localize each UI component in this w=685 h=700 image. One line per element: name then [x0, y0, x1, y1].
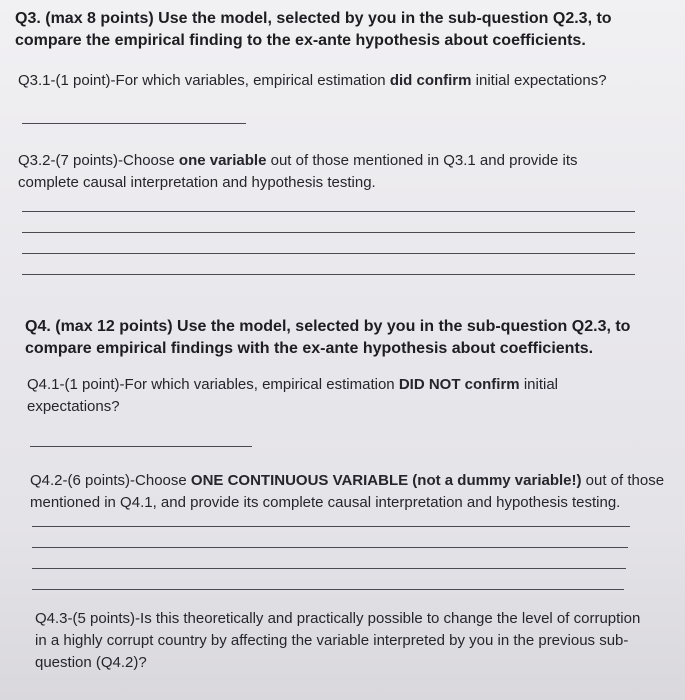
q4-2-question — [30, 470, 675, 514]
q4-3-text-line1: Q4.3-(5 points)-Is this theoretically and practically possible to change the level of corruption — [35, 610, 641, 627]
q4-2-text-pre: Q4.2-(6 points)-Choose — [30, 472, 191, 489]
q4-1-text-bold: DID NOT confirm — [398, 376, 520, 393]
q4-1-question — [27, 374, 672, 418]
q4-2-answer-line-1[interactable] — [32, 526, 630, 527]
q3-1-question — [18, 70, 678, 92]
q4-1-text-pre: Q4.1-(1 point)-For which variables, empirical estimation — [27, 376, 399, 393]
q3-heading-line2: compare the empirical finding to the ex-ante hypothesis about coefficients. — [15, 32, 586, 49]
q4-1-answer-line[interactable] — [30, 446, 252, 447]
q3-1-text-post: initial expectations? — [471, 72, 607, 89]
q3-1-answer-line[interactable] — [22, 123, 246, 124]
q4-2-answer-line-2[interactable] — [32, 547, 628, 548]
q4-2-answer-line-3[interactable] — [32, 568, 626, 569]
q3-1-text-pre: Q3.1-(1 point)-For which variables, empirical estimation — [18, 72, 390, 89]
q3-2-answer-line-4[interactable] — [22, 274, 635, 275]
q3-heading-line1: Q3. (max 8 points) Use the model, selected by you in the sub-question Q2.3, to — [15, 10, 612, 27]
q4-2-text-bold: ONE CONTINUOUS VARIABLE (not a dummy variable!) — [190, 472, 582, 489]
q3-2-answer-line-3[interactable] — [22, 253, 635, 254]
q4-1-text-line2: expectations? — [27, 398, 120, 415]
q3-2-answer-line-2[interactable] — [22, 232, 635, 233]
q4-heading-line2: compare empirical findings with the ex-ante hypothesis about coefficients. — [25, 340, 594, 357]
q3-2-text-bold: one variable — [178, 152, 267, 169]
q3-heading — [15, 8, 680, 52]
q4-heading — [25, 316, 675, 360]
q4-2-answer-line-4[interactable] — [32, 589, 624, 590]
q4-2-text-line2: mentioned in Q4.1, and provide its complete causal interpretation and hypothesis testing. — [30, 494, 621, 511]
q3-2-text-line2: complete causal interpretation and hypothesis testing. — [18, 174, 376, 191]
q3-2-answer-line-1[interactable] — [22, 211, 635, 212]
q3-2-question — [18, 150, 678, 194]
q4-3-text-line2: in a highly corrupt country by affecting the variable interpreted by you in the previous sub- — [35, 632, 629, 649]
q4-3-question — [35, 608, 675, 674]
q3-2-text-pre: Q3.2-(7 points)-Choose — [18, 152, 179, 169]
q4-2-text-post: out of those — [581, 472, 665, 489]
q4-heading-line1: Q4. (max 12 points) Use the model, selected by you in the sub-question Q2.3, to — [25, 318, 631, 335]
q4-3-text-line3: question (Q4.2)? — [35, 654, 147, 671]
q3-1-text-bold: did confirm — [389, 72, 472, 89]
q4-1-text-post: initial — [519, 376, 559, 393]
q3-2-text-post: out of those mentioned in Q3.1 and provide its — [266, 152, 578, 169]
